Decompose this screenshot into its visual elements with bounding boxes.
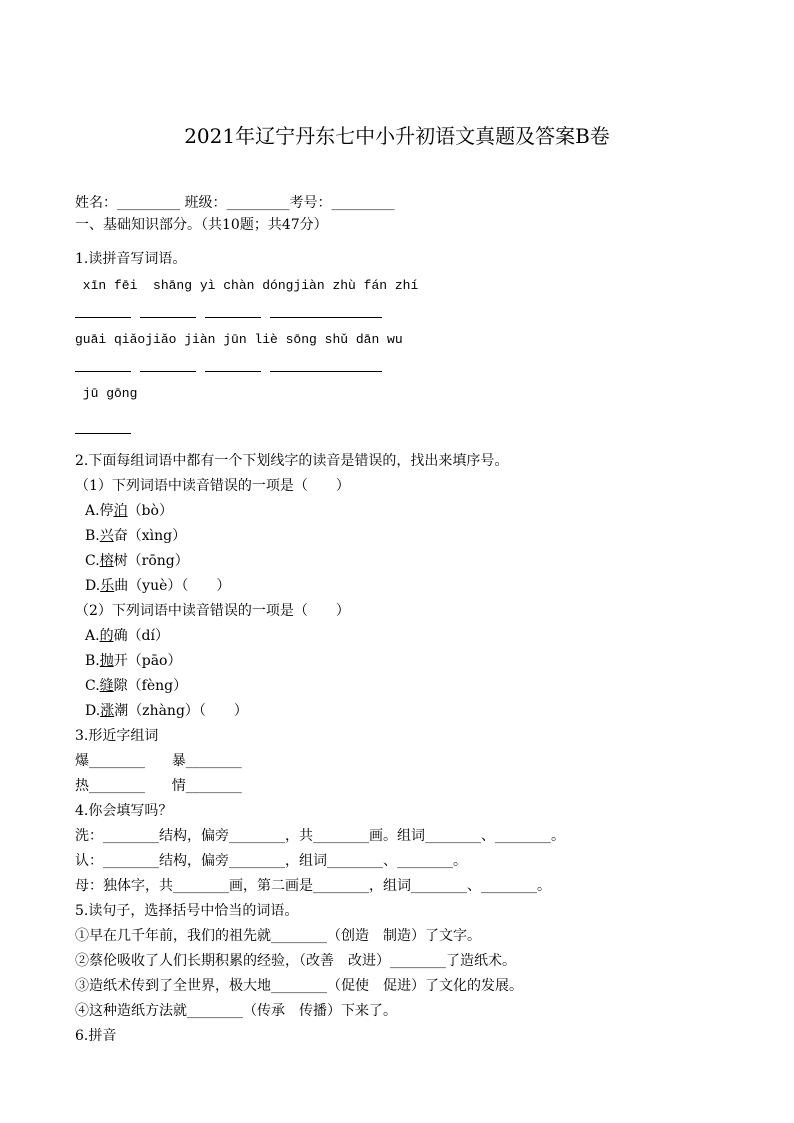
answer-blanks-row-1 bbox=[75, 303, 382, 323]
section-heading: 一、基础知识部分。（共10题；共47分） bbox=[75, 217, 328, 233]
question-2-part-1-stem: （1）下列词语中读音错误的一项是（ ） bbox=[75, 478, 350, 494]
document-title: 2021年辽宁丹东七中小升初语文真题及答案B卷 bbox=[184, 124, 610, 148]
option-d: D.乐曲（yuè）（ ） bbox=[85, 578, 231, 594]
option-a: A.停泊（bò） bbox=[85, 503, 173, 519]
pinyin-row-2: guāi qiǎojiǎo jiàn jūn liè sōng shǔ dān wu bbox=[75, 332, 403, 347]
question-4-line: 洗：________结构，偏旁________，共________画。组词________、________。 bbox=[75, 828, 565, 844]
question-4-line: 母：独体字，共________画，第二画是________，组词________、________。 bbox=[75, 878, 551, 894]
question-3-row-1: 爆________ 暴________ bbox=[75, 753, 242, 769]
pinyin-row-3: jū gōng bbox=[75, 386, 138, 401]
answer-blanks-row-2 bbox=[75, 357, 382, 377]
question-3-stem: 3.形近字组词 bbox=[75, 728, 159, 744]
option-c: C.缝隙（fèng） bbox=[85, 678, 188, 694]
question-5-sentence: ①早在几千年前，我们的祖先就________（创造 制造）了文字。 bbox=[75, 928, 481, 944]
option-c: C.榕树（rōng） bbox=[85, 553, 189, 569]
option-a: A.的确（dí） bbox=[85, 628, 170, 644]
question-1-stem: 1.读拼音写词语。 bbox=[75, 251, 187, 267]
student-info-line: 姓名：_________ 班级：_________考号：_________ bbox=[75, 195, 395, 211]
option-b: B.兴奋（xìng） bbox=[85, 528, 187, 544]
question-3-row-2: 热________ 情________ bbox=[75, 778, 242, 794]
option-b: B.抛开（pāo） bbox=[85, 653, 182, 669]
question-4-line: 认：________结构，偏旁________，组词________、________。 bbox=[75, 853, 467, 869]
question-2-stem: 2.下面每组词语中都有一个下划线字的读音是错误的，找出来填序号。 bbox=[75, 453, 509, 469]
question-5-sentence: ④这种造纸方法就________（传承 传播）下来了。 bbox=[75, 1003, 397, 1019]
question-2-part-2-stem: （2）下列词语中读音错误的一项是（ ） bbox=[75, 603, 350, 619]
option-d: D.涨潮（zhàng）（ ） bbox=[85, 703, 248, 719]
answer-blanks-row-3 bbox=[75, 419, 131, 439]
question-4-stem: 4.你会填写吗？ bbox=[75, 803, 173, 819]
question-5-sentence: ③造纸术传到了全世界，极大地________（促使 促进）了文化的发展。 bbox=[75, 978, 523, 994]
question-6-stem: 6.拼音 bbox=[75, 1028, 117, 1044]
question-5-stem: 5.读句子，选择括号中恰当的词语。 bbox=[75, 903, 299, 919]
question-5-sentence: ②蔡伦吸收了人们长期积累的经验，（改善 改进）________了造纸术。 bbox=[75, 953, 516, 969]
pinyin-row-1: xīn fēi shāng yì chàn dóngjiàn zhù fán zhí bbox=[75, 278, 419, 293]
